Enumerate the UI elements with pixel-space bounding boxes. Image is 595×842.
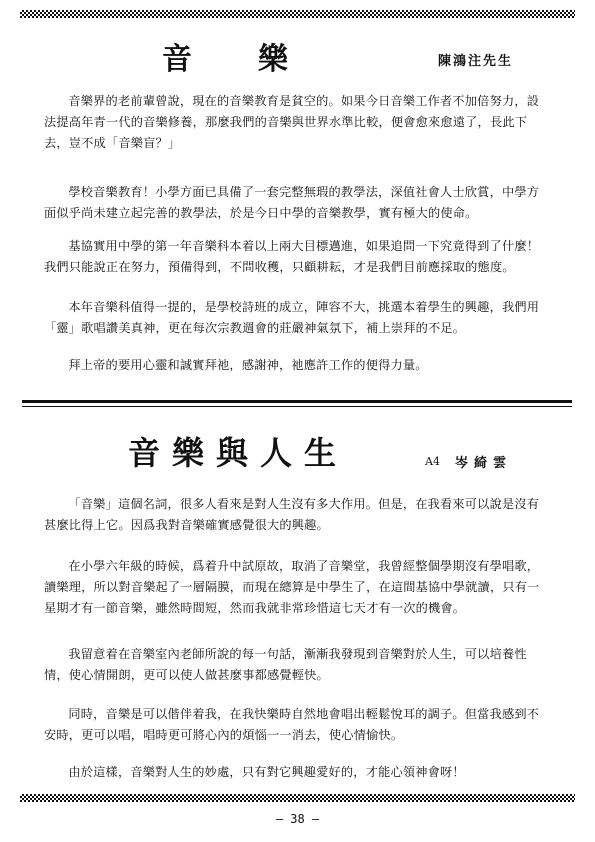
article1-paragraph: 拜上帝的要用心靈和誠實拜祂，感謝神，祂應許工作的便得力量。 [68, 358, 428, 372]
article1-paragraph: 本年音樂科值得一提的，是學校詩班的成立，陣容不大，挑選本着學生的興趣，我們用「靈」歌唱讚美真神，更在每次宗教週會的莊嚴神氣氛下，補上崇拜的不足。 [44, 300, 540, 335]
article2-paragraph: 同時，音樂是可以偕伴着我，在我快樂時自然地會唱出輕鬆悅耳的調子。但當我感到不安時，更可以唱，唱時更可將心內的煩惱一一消去，使心情愉快。 [44, 707, 540, 742]
article2-paragraph: 由於這樣，音樂對人生的妙處，只有對它興趣愛好的，才能心領神會呀！ [68, 765, 465, 779]
article1-author: 陳鴻注先生 [438, 54, 514, 69]
section-divider [22, 400, 572, 403]
article2-title: 音樂與人生 [128, 434, 349, 472]
article2-paragraph: 在小學六年級的時候，爲着升中試原故，取消了音樂堂，我曾經整個學期沒有學唱歌，讀樂理，所以對音樂起了一層隔膜，而現在總算是中學生了，在這間基協中學就讀，只有一星期才有一節音樂，雖然時間短，然而我就非常珍惜這七天才有一次的機會。 [44, 559, 540, 615]
article1-title: 音 樂 [162, 42, 306, 77]
article1-paragraph: 學校音樂教育！小學方面已具備了一套完整無瑕的教學法，深值社會人士欣賞，中學方面似乎尚未建立起完善的教學法，於是今日中學的音樂教學，實有極大的使命。 [44, 185, 540, 220]
top-border [20, 10, 575, 18]
article2-paragraph: 我留意着在音樂室內老師所說的每一句話，漸漸我發現到音樂對於人生，可以培養性情，使心情開朗，更可以使人做甚麼事都感覺輕快。 [44, 647, 527, 682]
article2-author: 岑綺雲 [455, 456, 513, 471]
article2-paragraph: 「音樂」這個名詞，很多人看來是對人生沒有多大作用。但是，在我看來可以說是沒有甚麼比得上它。因爲我對音樂確實感覺很大的興趣。 [44, 497, 540, 532]
page-number: — 38 — [275, 812, 320, 826]
article1-paragraph: 基協實用中學的第一年音樂科本着以上兩大目標邁進，如果追問一下究竟得到了什麼！我們只能說正在努力，預備得到，不問收穫，只顧耕耘，才是我們目前應採取的態度。 [44, 239, 540, 274]
article2-class-label: A4 [425, 455, 440, 468]
bottom-border [20, 794, 575, 802]
article1-paragraph: 音樂界的老前輩曾說，現在的音樂教育是貧空的。如果今日音樂工作者不加倍努力，設法提高年青一代的音樂修養，那麼我們的音樂與世界水準比較，便會愈來愈遠了，長此下去，豈不成「音樂盲？」 [44, 94, 540, 150]
section-divider [22, 406, 572, 407]
